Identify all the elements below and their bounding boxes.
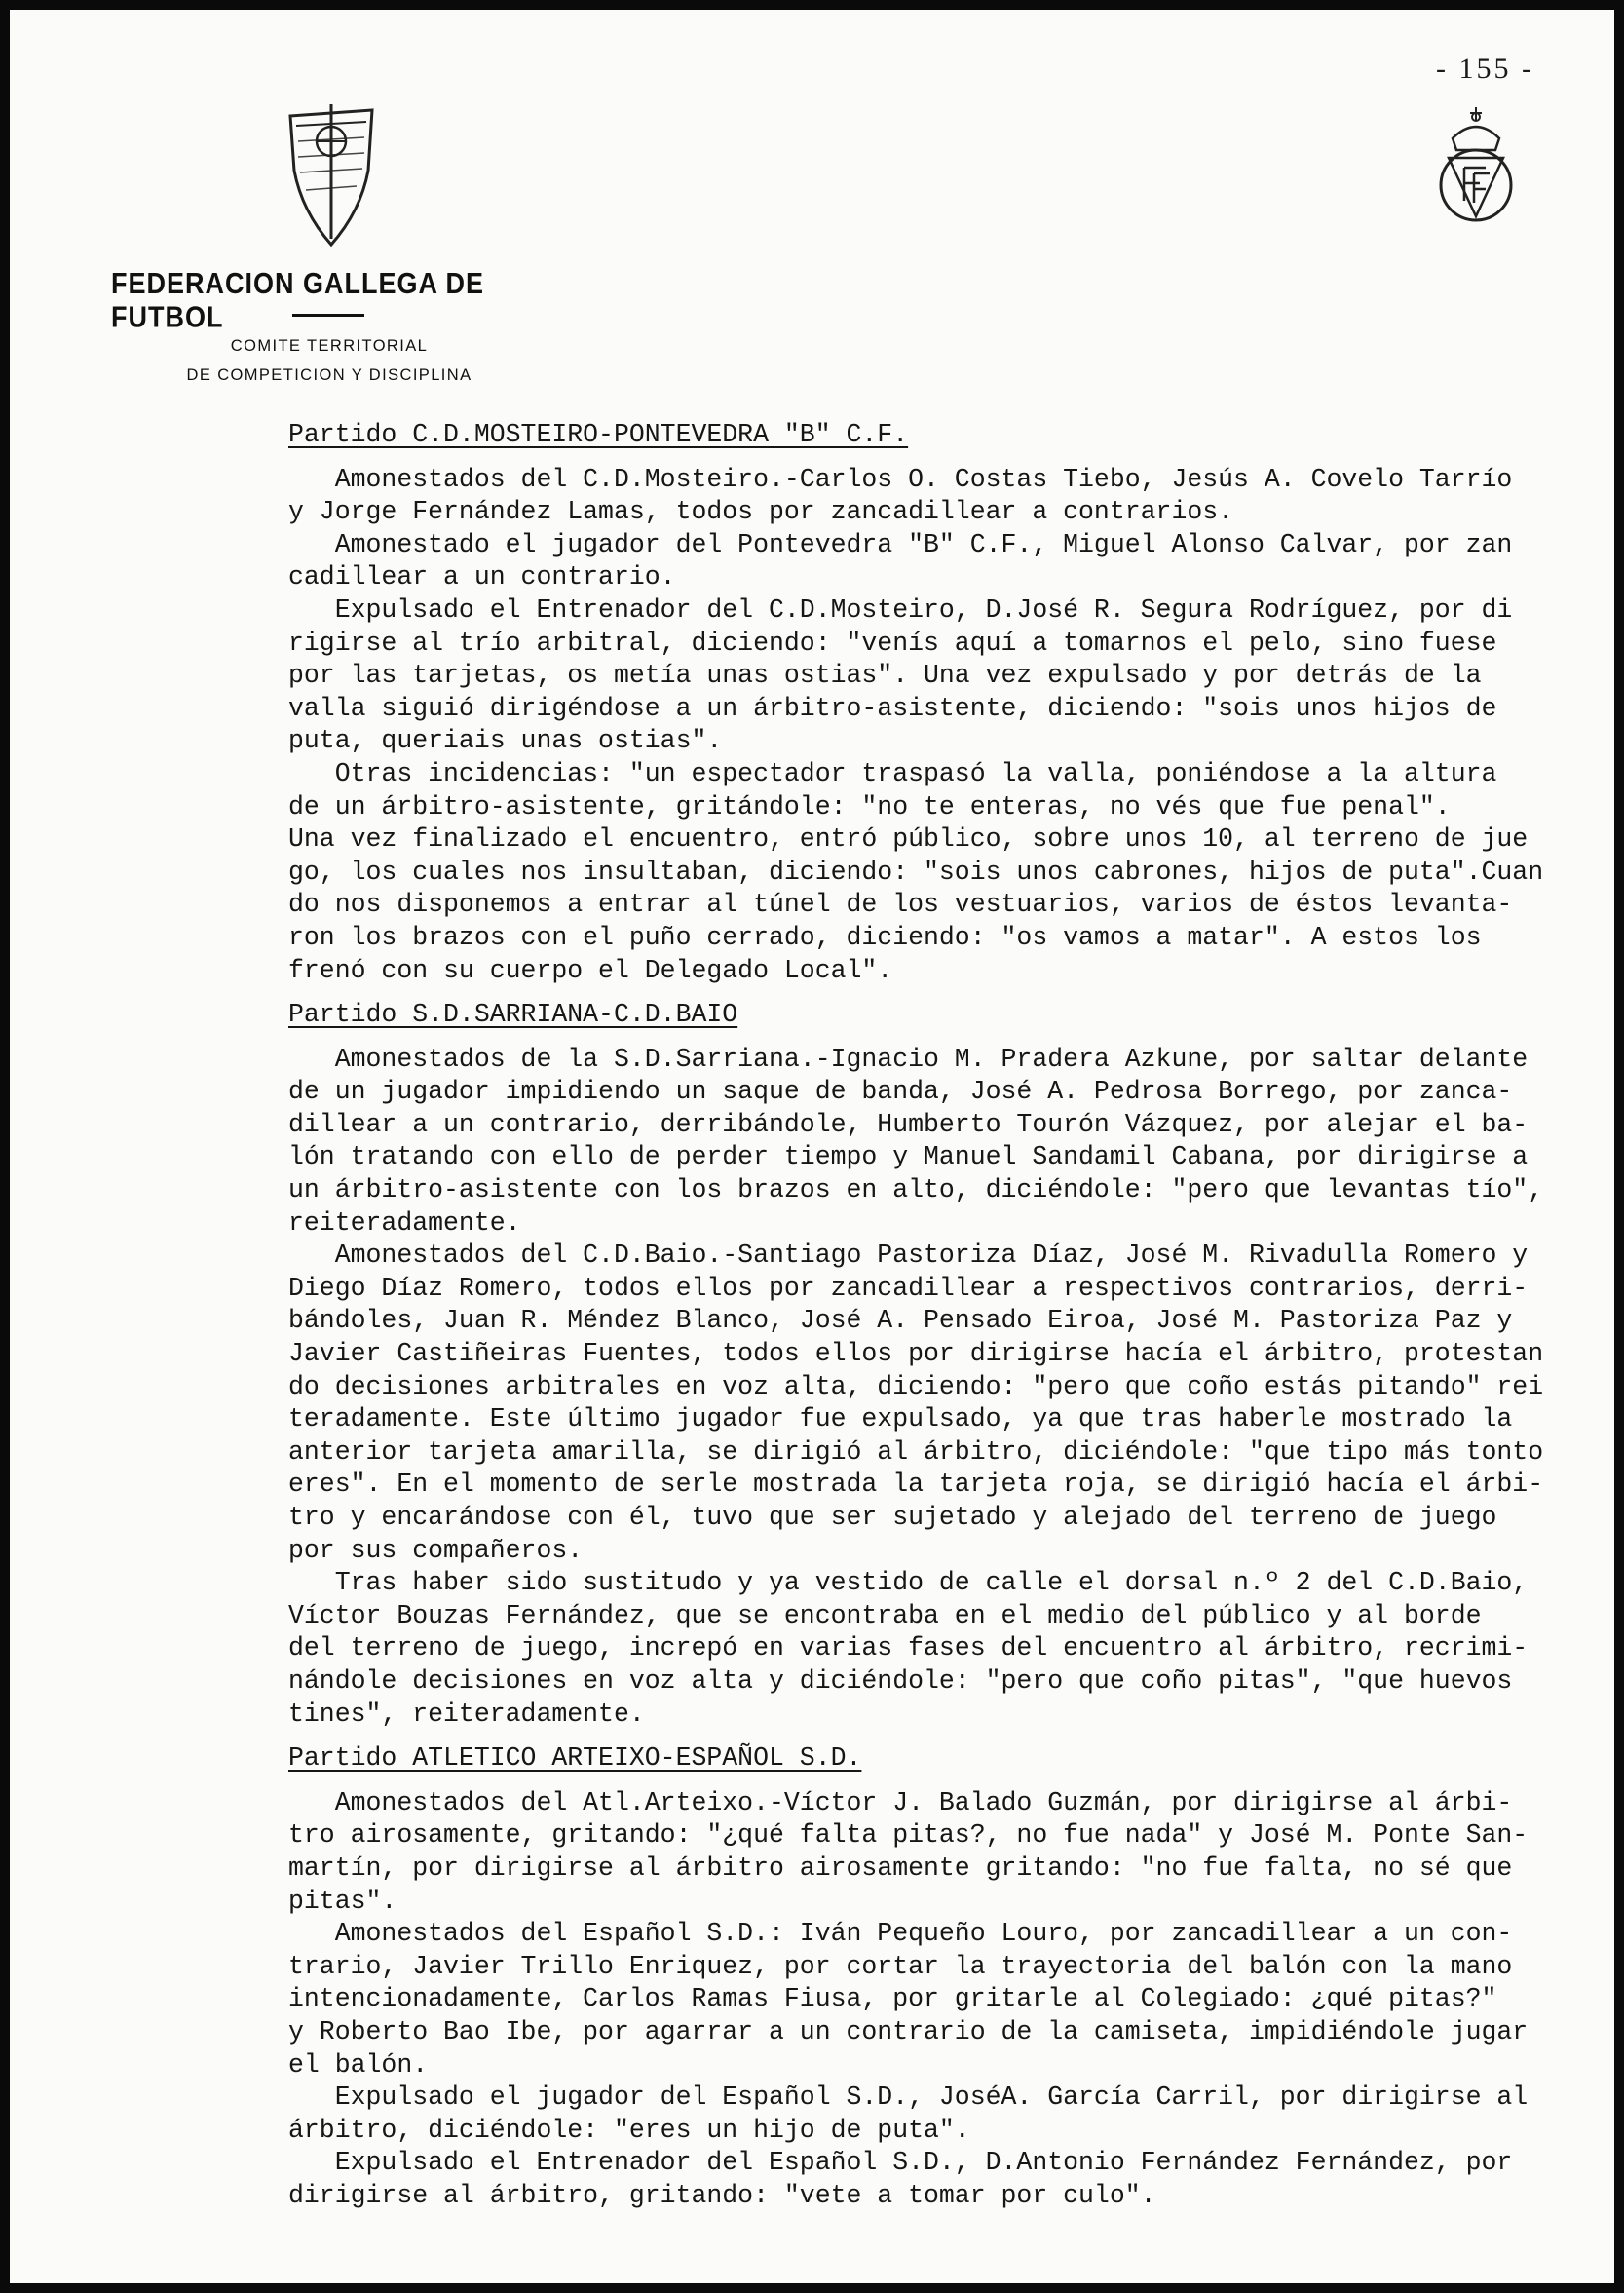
text-line: pitas". [288,1886,397,1916]
text-line: árbitro, diciéndole: "eres un hijo de puta". [288,2115,970,2145]
text-line: tro airosamente, gritando: "¿qué falta pitas?, no fue nada" y José M. Ponte San- [288,1820,1529,1851]
text-line: teradamente. Este último jugador fue expulsado, ya que tras haberle mostrado la [288,1404,1513,1434]
text-line: do decisiones arbitrales en voz alta, diciendo: "pero que coño estás pitando" rei [288,1371,1544,1401]
section-heading-row [288,419,1594,452]
match-heading-sarriana-baio: Partido S.D.SARRIANA-C.D.BAIO [288,1000,738,1030]
text-line: Expulsado el Entrenador del C.D.Mosteiro, D.José R. Segura Rodríguez, por di [288,594,1513,625]
text-line: Víctor Bouzas Fernández, que se encontraba en el medio del público y al borde [288,1600,1482,1630]
text-line: martín, por dirigirse al árbitro airosamente gritando: "no fue falta, no sé que [288,1853,1513,1883]
text-line: intencionadamente, Carlos Ramas Fiusa, por gritarle al Colegiado: ¿qué pitas?" [288,1984,1497,2014]
text-line: eres". En el momento de serle mostrada la tarjeta roja, se dirigió hacía el árbi- [288,1470,1544,1500]
text-line: Amonestados del Español S.D.: Iván Pequeño Louro, por zancadillear a un con- [288,1919,1513,1949]
text-line: Amonestados del C.D.Baio.-Santiago Pastoriza Díaz, José M. Rivadulla Romero y [288,1241,1529,1271]
text-line: frenó con su cuerpo el Delegado Local". [288,955,893,985]
document-body [288,419,1594,2212]
match-heading-mosteiro-pontevedra: Partido C.D.MOSTEIRO-PONTEVEDRA "B" C.F. [288,420,909,449]
text-line: de un árbitro-asistente, gritándole: "no te enteras, no vés que fue penal". [288,791,1451,822]
text-line: bándoles, Juan R. Méndez Blanco, José A. Pensado Eiroa, José M. Pastoriza Paz y [288,1306,1513,1336]
text-line: Amonestados del Atl.Arteixo.-Víctor J. Balado Guzmán, por dirigirse al árbi- [288,1787,1513,1817]
text-line: el balón. [288,2049,429,2080]
spanish-federation-crown-logo [1425,96,1527,224]
galician-federation-shield-logo [283,102,380,248]
text-line: por las tarjetas, os metía unas ostias". Una vez expulsado y por detrás de la [288,661,1482,691]
section-sarriana-baio [288,1044,1594,1731]
section-heading-row [288,999,1594,1032]
text-line: Amonestado el jugador del Pontevedra "B" C.F., Miguel Alonso Calvar, por zan [288,529,1513,559]
text-line: cadillear a un contrario. [288,562,676,592]
committee-line-2: DE COMPETICION Y DISCIPLINA [186,366,472,384]
text-line: valla siguió dirigéndose a un árbitro-asistente, diciendo: "sois unos hijos de [288,693,1497,723]
text-line: y Jorge Fernández Lamas, todos por zancadillear a contrarios. [288,497,1234,527]
title-divider [292,314,364,317]
text-line: Javier Castiñeiras Fuentes, todos ellos por dirigirse hacía el árbitro, protestan [288,1339,1544,1369]
committee-name [144,331,514,390]
text-line: reiteradamente. [288,1207,521,1238]
text-line: lón tratando con ello de perder tiempo y Manuel Sandamil Cabana, por dirigirse a [288,1142,1529,1172]
section-mosteiro-pontevedra [288,464,1594,988]
section-heading-row [288,1742,1594,1776]
text-line: Amonestados del C.D.Mosteiro.-Carlos O. Costas Tiebo, Jesús A. Covelo Tarrío [288,464,1513,494]
text-line: un árbitro-asistente con los brazos en alto, diciéndole: "pero que levantas tío", [288,1175,1544,1205]
document-page [10,10,1614,2283]
text-line: do nos disponemos a entrar al túnel de los vestuarios, varios de éstos levanta- [288,890,1513,920]
text-line: y Roberto Bao Ibe, por agarrar a un contrario de la camiseta, impidiéndole jugar [288,2016,1529,2046]
text-line: go, los cuales nos insultaban, diciendo: "sois unos cabrones, hijos de puta".Cuan [288,857,1544,887]
text-line: del terreno de juego, increpó en varias fases del encuentro al árbitro, recrimi- [288,1633,1529,1663]
text-line: tro y encarándose con él, tuvo que ser sujetado y alejado del terreno de juego [288,1503,1497,1532]
text-line: Expulsado el Entrenador del Español S.D., D.Antonio Fernández Fernández, por [288,2148,1513,2178]
text-line: dirigirse al árbitro, gritando: "vete a tomar por culo". [288,2180,1156,2210]
text-line: Una vez finalizado el encuentro, entró público, sobre unos 10, al terreno de jue [288,824,1529,855]
text-line: ron los brazos con el puño cerrado, diciendo: "os vamos a matar". A estos los [288,922,1482,952]
text-line: puta, queriais unas ostias". [288,726,723,756]
committee-line-1: COMITE TERRITORIAL [230,337,429,355]
federation-title: FEDERACION GALLEGA DE FUTBOL [111,267,485,334]
text-line: por sus compañeros. [288,1535,584,1565]
text-line: Amonestados de la S.D.Sarriana.-Ignacio M. Pradera Azkune, por saltar delante [288,1044,1529,1074]
text-line: de un jugador impidiendo un saque de banda, José A. Pedrosa Borrego, por zanca- [288,1077,1513,1107]
text-line: tines", reiteradamente. [288,1699,645,1729]
text-line: Expulsado el jugador del Español S.D., JoséA. García Carril, por dirigirse al [288,2083,1529,2113]
text-line: Otras incidencias: "un espectador traspasó la valla, poniéndose a la altura [288,758,1497,788]
match-heading-arteixo-espanol: Partido ATLETICO ARTEIXO-ESPAÑOL S.D. [288,1743,862,1774]
text-line: Tras haber sido sustitudo y ya vestido de calle el dorsal n.º 2 del C.D.Baio, [288,1568,1529,1598]
page-number: - 155 - [1436,53,1534,85]
text-line: anterior tarjeta amarilla, se dirigió al árbitro, diciéndole: "que tipo más tonto [288,1436,1544,1467]
text-line: trario, Javier Trillo Enriquez, por cortar la trayectoria del balón con la mano [288,1951,1513,1981]
section-arteixo-espanol [288,1787,1594,2213]
text-line: dillear a un contrario, derribándole, Humberto Tourón Vázquez, por alejar el ba- [288,1109,1529,1139]
text-line: Diego Díaz Romero, todos ellos por zancadillear a respectivos contrarios, derri- [288,1273,1529,1303]
text-line: nándole decisiones en voz alta y diciéndole: "pero que coño pitas", "que huevos [288,1665,1513,1696]
text-line: rigirse al trío arbitral, diciendo: "venís aquí a tomarnos el pelo, sino fuese [288,628,1497,658]
